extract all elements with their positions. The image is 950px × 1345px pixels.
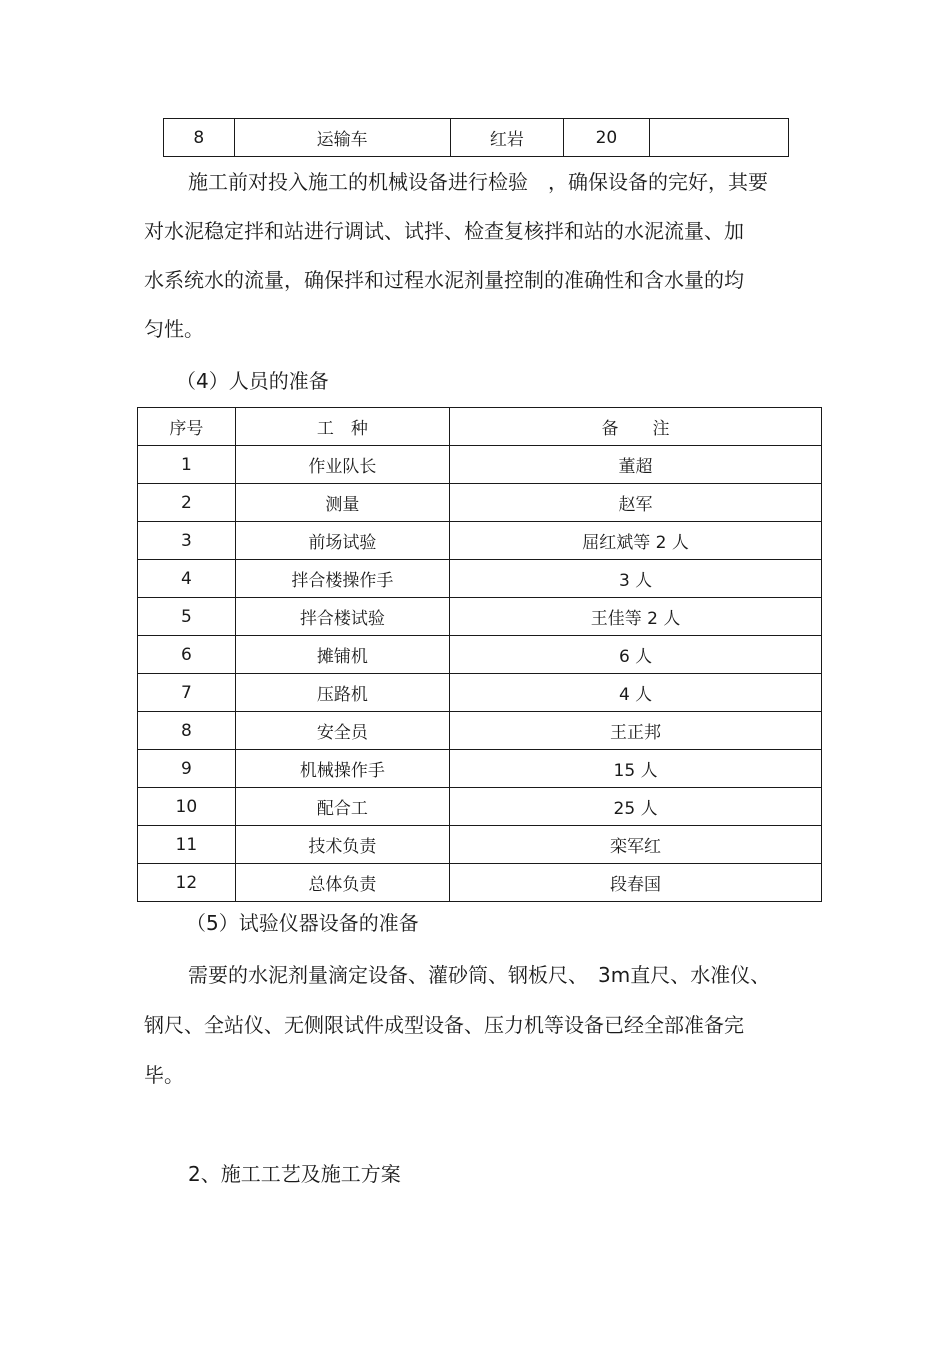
para1-line4: 匀性。	[144, 317, 204, 341]
row-index: 6	[138, 636, 236, 674]
row-job: 安全员	[235, 712, 449, 750]
row-index: 11	[138, 826, 236, 864]
table-row	[138, 560, 822, 598]
table-row	[138, 788, 822, 826]
row-index: 3	[138, 522, 236, 560]
equipment-model: 红岩	[450, 119, 563, 157]
row-remark: 屈红斌等 2 人	[450, 522, 822, 560]
table-header-row	[138, 408, 822, 446]
para2-line2: 钢尺、全站仪、无侧限试件成型设备、压力机等设备已经全部准备完	[144, 1013, 744, 1037]
row-remark: 25 人	[450, 788, 822, 826]
row-job: 配合工	[235, 788, 449, 826]
table-row	[138, 826, 822, 864]
row-job: 压路机	[235, 674, 449, 712]
row-remark: 王佳等 2 人	[450, 598, 822, 636]
row-index: 1	[138, 446, 236, 484]
row-job: 拌合楼试验	[235, 598, 449, 636]
para2-line3: 毕。	[144, 1063, 184, 1087]
table-row	[138, 484, 822, 522]
row-remark: 赵军	[450, 484, 822, 522]
equipment-count: 20	[564, 119, 650, 157]
row-job: 总体负责	[235, 864, 449, 902]
table-row	[138, 522, 822, 560]
table-row	[138, 712, 822, 750]
row-job: 前场试验	[235, 522, 449, 560]
row-remark: 3 人	[450, 560, 822, 598]
row-index: 4	[138, 560, 236, 598]
row-index: 10	[138, 788, 236, 826]
row-index: 2	[138, 484, 236, 522]
row-index: 12	[138, 864, 236, 902]
row-remark: 4 人	[450, 674, 822, 712]
equipment-table	[163, 118, 789, 157]
row-remark: 董超	[450, 446, 822, 484]
table-row	[164, 119, 789, 157]
staff-table	[137, 407, 822, 902]
row-remark: 6 人	[450, 636, 822, 674]
section4-title: （4）人员的准备	[176, 369, 329, 393]
table-row	[138, 446, 822, 484]
header-job-type: 工 种	[235, 408, 449, 446]
row-job: 拌合楼操作手	[235, 560, 449, 598]
row-job: 机械操作手	[235, 750, 449, 788]
para1-line2: 对水泥稳定拌和站进行调试、试拌、检查复核拌和站的水泥流量、加	[144, 219, 744, 243]
para1-line3: 水系统水的流量，确保拌和过程水泥剂量控制的准确性和含水量的均	[144, 268, 744, 292]
row-remark: 栾军红	[450, 826, 822, 864]
row-job: 测量	[235, 484, 449, 522]
row-job: 摊铺机	[235, 636, 449, 674]
row-job: 技术负责	[235, 826, 449, 864]
row-remark: 王正邦	[450, 712, 822, 750]
row-remark: 15 人	[450, 750, 822, 788]
equipment-note	[649, 119, 788, 157]
table-row	[138, 636, 822, 674]
equipment-name: 运输车	[234, 119, 450, 157]
header-remark: 备 注	[450, 408, 822, 446]
equipment-index: 8	[164, 119, 235, 157]
table-row	[138, 864, 822, 902]
row-index: 9	[138, 750, 236, 788]
row-job: 作业队长	[235, 446, 449, 484]
row-index: 7	[138, 674, 236, 712]
table-row	[138, 674, 822, 712]
row-index: 5	[138, 598, 236, 636]
para1-line1: 施工前对投入施工的机械设备进行检验 ，确保设备的完好，其要	[188, 170, 768, 194]
para2-line1: 需要的水泥剂量滴定设备、灌砂筒、钢板尺、 3m直尺、水准仪、	[188, 963, 771, 987]
table-row	[138, 598, 822, 636]
section2-title: 2、施工工艺及施工方案	[188, 1162, 401, 1186]
section5-title: （5）试验仪器设备的准备	[186, 911, 419, 935]
row-remark: 段春国	[450, 864, 822, 902]
row-index: 8	[138, 712, 236, 750]
header-index: 序号	[138, 408, 236, 446]
table-row	[138, 750, 822, 788]
